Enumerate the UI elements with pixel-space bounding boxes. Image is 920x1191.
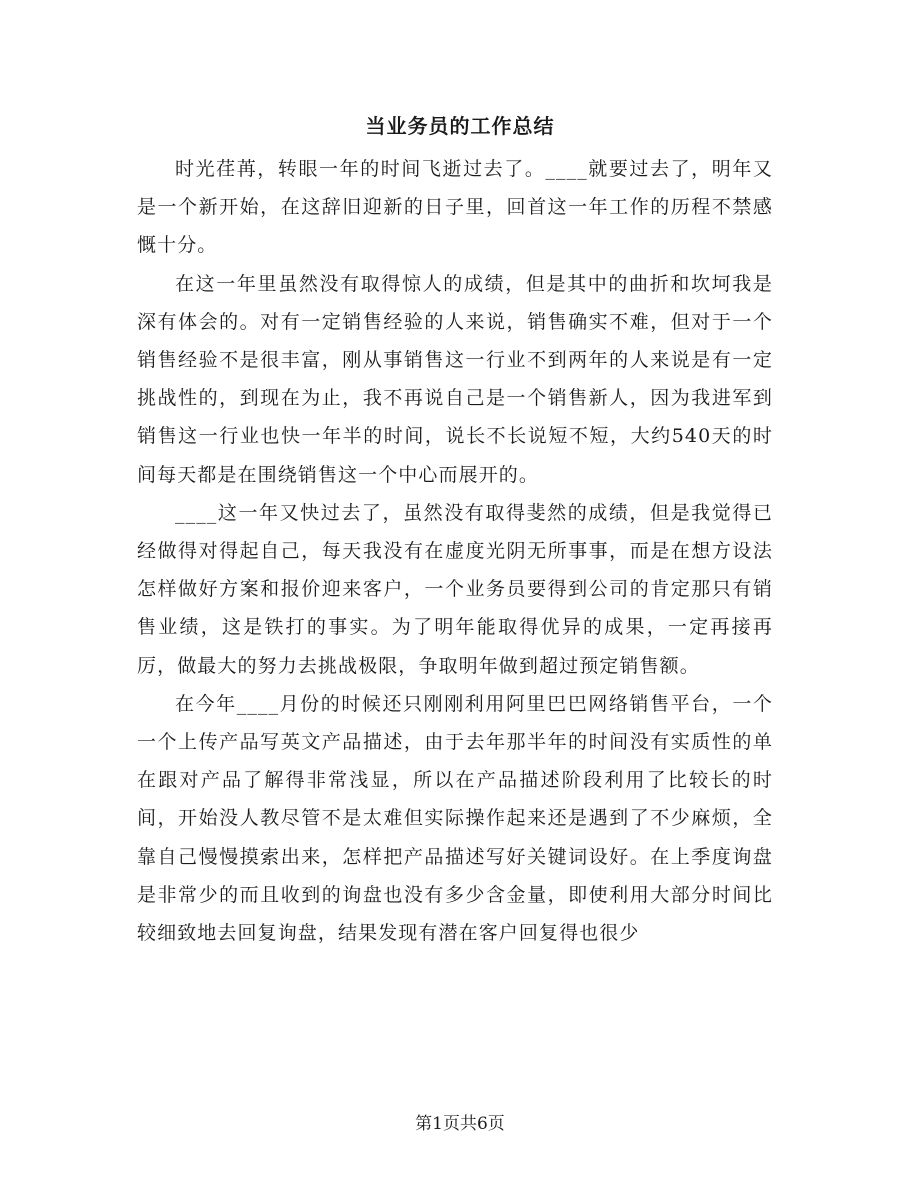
- document-title: 当业务员的工作总结: [365, 114, 555, 138]
- paragraph-3: ____这一年又快过去了，虽然没有取得斐然的成绩，但是我觉得已经做得对得起自己，每天我没有在虚度光阴无所事事，而是在想方设法怎样做好方案和报价迎来客户，一个业务员要得到公司的肯定那只有销售业绩，这是铁打的事实。为了明年能取得优异的成果，一定再接再厉，做最大的努力去挑战极限，争取明年做到超过预定销售额。: [137, 501, 773, 677]
- paragraph-2: 在这一年里虽然没有取得惊人的成绩，但是其中的曲折和坎坷我是深有体会的。对有一定销售经验的人来说，销售确实不难，但对于一个销售经验不是很丰富，刚从事销售这一行业不到两年的人来说是有一定挑战性的，到现在为止，我不再说自己是一个销售新人，因为我进军到销售这一行业也快一年半的时间，说长不长说短不短，大约540天的时间每天都是在围绕销售这一个中心而展开的。: [137, 272, 773, 486]
- document-body: [137, 150, 773, 952]
- page-number-footer: 第1页共6页: [415, 1114, 505, 1134]
- paragraph-4: 在今年____月份的时候还只刚刚利用阿里巴巴网络销售平台，一个一个上传产品写英文产品描述，由于去年那半年的时间没有实质性的单在跟对产品了解得非常浅显，所以在产品描述阶段利用了比较长的时间，开始没人教尽管不是太难但实际操作起来还是遇到了不少麻烦，全靠自己慢慢摸索出来，怎样把产品描述写好关键词设好。在上季度询盘是非常少的而且收到的询盘也没有多少含金量，即使利用大部分时间比较细致地去回复询盘，结果发现有潜在客户回复得也很少: [137, 692, 773, 945]
- paragraph-1: 时光荏苒，转眼一年的时间飞逝过去了。____就要过去了，明年又是一个新开始，在这辞旧迎新的日子里，回首这一年工作的历程不禁感慨十分。: [137, 158, 773, 257]
